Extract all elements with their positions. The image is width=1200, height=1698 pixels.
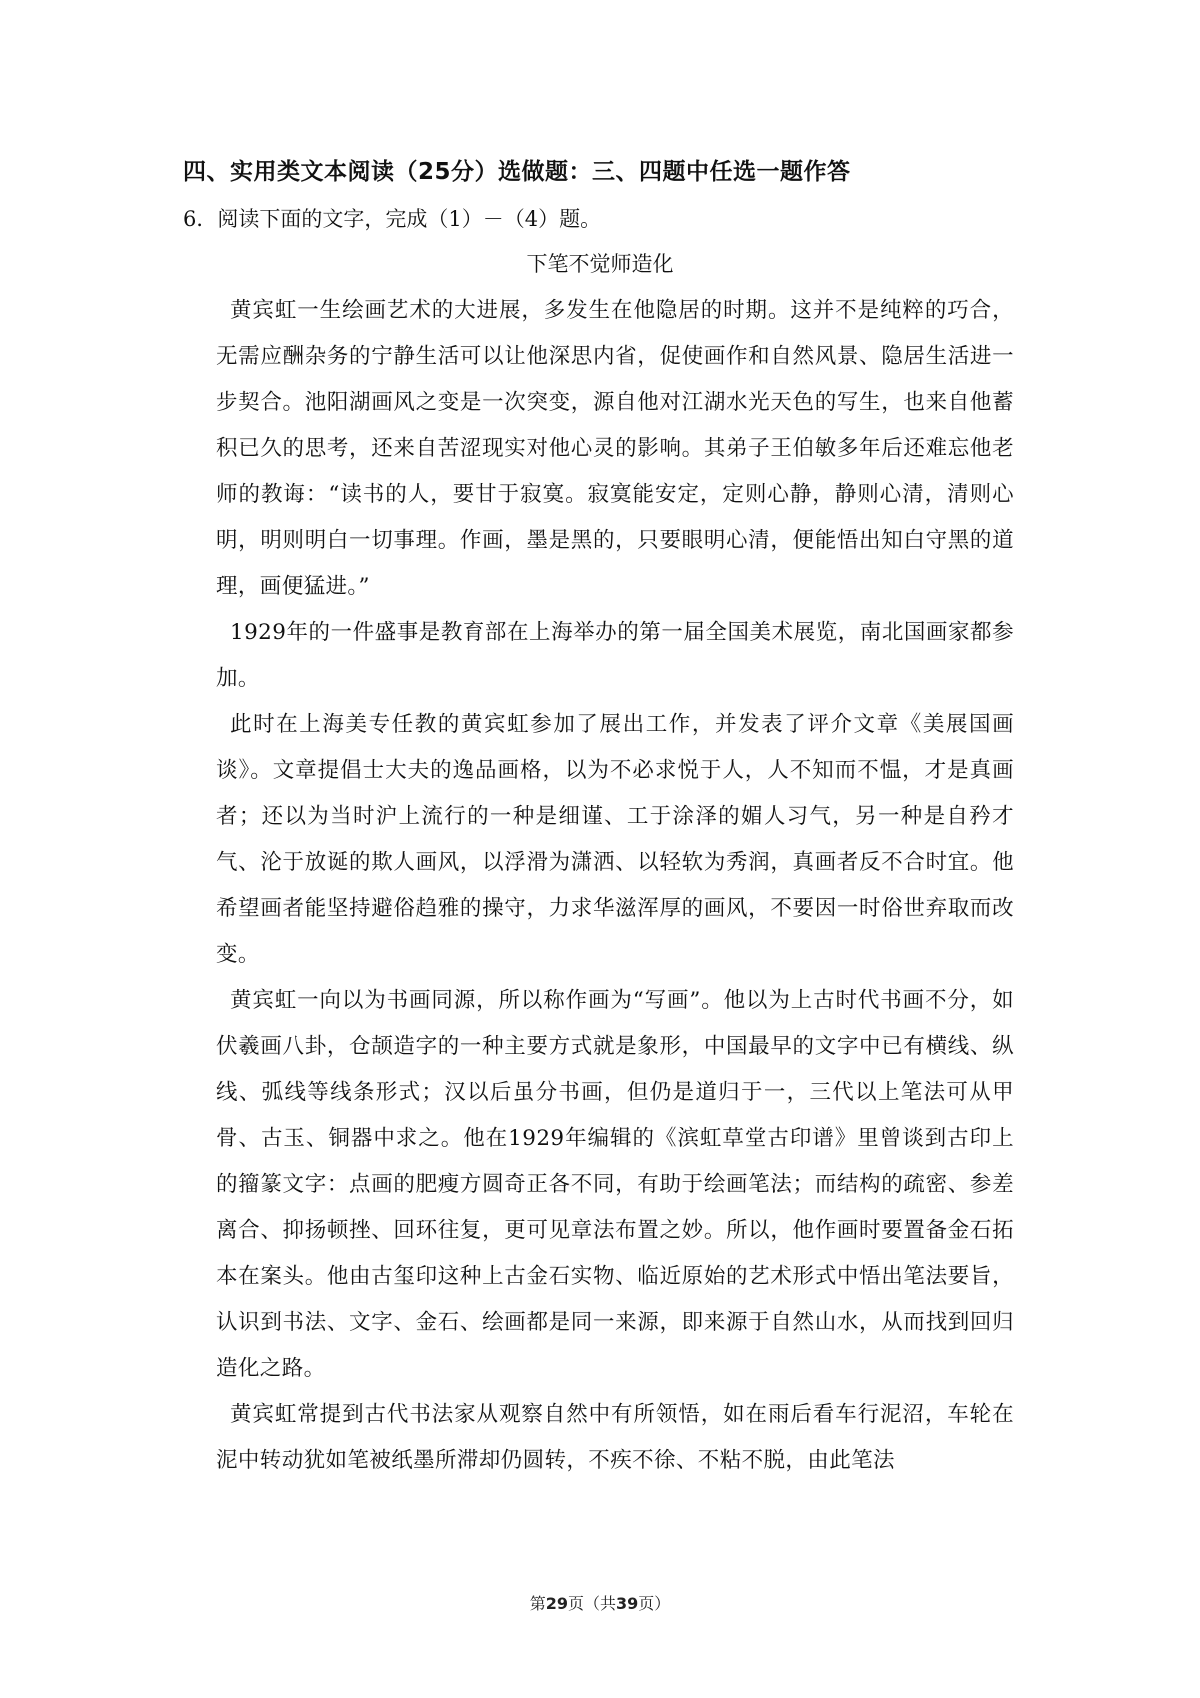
article-title: 下笔不觉师造化 [526, 252, 674, 276]
footer-prefix: 第 [529, 1594, 546, 1613]
question-instruction: 6．阅读下面的文字，完成（1）－（4）题。 [183, 207, 602, 231]
article-paragraph-1: 黄宾虹一生绘画艺术的大进展，多发生在他隐居的时期。这并不是纯粹的巧合，无需应酬杂务的宁静生活可以让他深思内省，促使画作和自然风景、隐居生活进一步契合。池阳湖画风之变是一次突变，源自他对江湖水光天色的写生，也来自他蓄积已久的思考，还来自苦涩现实对他心灵的影响。其弟子王伯敏多年后还难忘他老师的教诲：“读书的人，要甘于寂寞。寂寞能安定，定则心静，静则心清，清则心明，明则明白一切事理。作画，墨是黑的，只要眼明心清，便能悟出知白守黑的道理，画便猛进。” [216, 298, 1014, 599]
article-paragraph-4: 黄宾虹一向以为书画同源，所以称作画为“写画”。他以为上古时代书画不分，如伏羲画八卦，仓颉造字的一种主要方式就是象形，中国最早的文字中已有横线、纵线、弧线等线条形式；汉以后虽分书画，但仍是道归于一，三代以上笔法可从甲骨、古玉、铜器中求之。他在1929年编辑的《滨虹草堂古印谱》里曾谈到古印上的籀篆文字：点画的肥瘦方圆奇正各不同，有助于绘画笔法；而结构的疏密、参差离合、抑扬顿挫、回环往复，更可见章法布置之妙。所以，他作画时要置备金石拓本在案头。他由古玺印这种上古金石实物、临近原始的艺术形式中悟出笔法要旨，认识到书法、文字、金石、绘画都是同一来源，即来源于自然山水，从而找到回归造化之路。 [216, 988, 1014, 1381]
footer-suffix: 页） [638, 1594, 671, 1613]
section-heading: 四、实用类文本阅读（25分）选做题：三、四题中任选一题作答 [183, 159, 851, 185]
page-footer [0, 1592, 1200, 1616]
article-paragraph-3: 此时在上海美专任教的黄宾虹参加了展出工作，并发表了评介文章《美展国画谈》。文章提倡士大夫的逸品画格，以为不必求悦于人，人不知而不愠，才是真画者；还以为当时沪上流行的一种是细谨、工于涂泽的媚人习气，另一种是自矜才气、沦于放诞的欺人画风，以浮滑为潇洒、以轻软为秀润，真画者反不合时宜。他希望画者能坚持避俗趋雅的操守，力求华滋浑厚的画风，不要因一时俗世弃取而改变。 [216, 712, 1014, 967]
article-body [216, 288, 1014, 1484]
footer-middle: 页（共 [567, 1594, 616, 1613]
article-paragraph-2: 1929年的一件盛事是教育部在上海举办的第一届全国美术展览，南北国画家都参加。 [216, 620, 1014, 691]
current-page-number: 29 [545, 1594, 568, 1613]
article-paragraph-5: 黄宾虹常提到古代书法家从观察自然中有所领悟，如在雨后看车行泥沼，车轮在泥中转动犹如笔被纸墨所滞却仍圆转，不疾不徐、不粘不脱，由此笔法 [216, 1402, 1014, 1473]
total-page-count: 39 [616, 1594, 639, 1613]
